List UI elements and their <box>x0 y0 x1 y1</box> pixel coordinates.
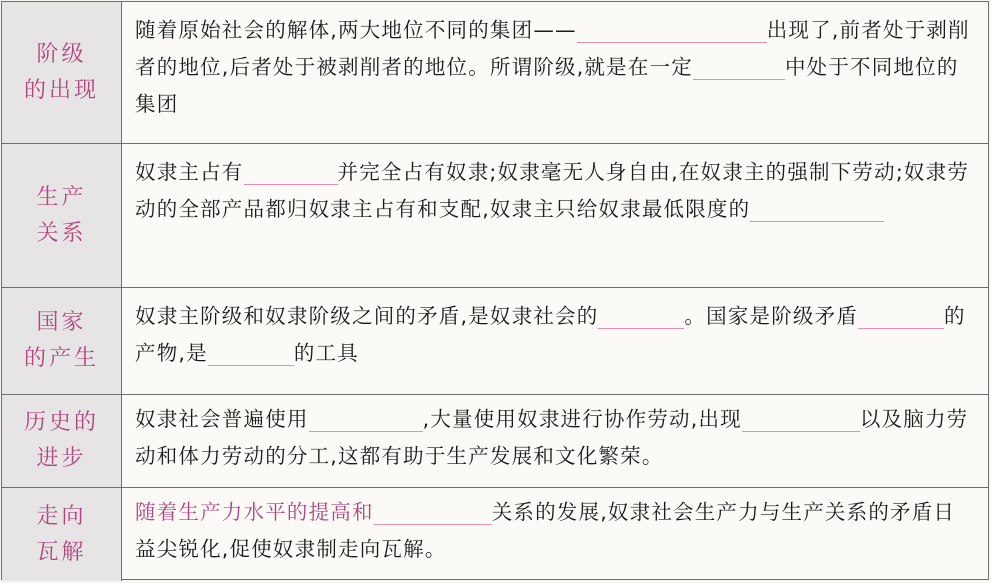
row-label <box>2 395 122 487</box>
fill-blank[interactable] <box>309 430 423 432</box>
text-segment: 出现了,前者处于剥削者的地位,后者处于被剥削者的地位。所谓阶级,就是在一定 <box>135 18 970 79</box>
row-content <box>135 298 974 372</box>
row-content <box>135 12 974 123</box>
row-label-line: 的产生 <box>23 346 99 371</box>
row-label-line: 阶级 <box>36 41 87 67</box>
text-segment: 中处于不同地位的集团 <box>135 55 959 116</box>
fill-blank[interactable] <box>693 78 785 80</box>
table-row-historical-progress <box>2 394 988 487</box>
row-label-line: 的出现 <box>23 77 99 103</box>
row-label <box>2 2 122 143</box>
text-segment-highlight: 随着生产力水平的提高和 <box>135 500 374 524</box>
fill-blank[interactable] <box>598 327 684 329</box>
fill-blank[interactable] <box>750 220 884 222</box>
text-segment: 奴隶主阶级和奴隶阶级之间的矛盾,是奴隶社会的 <box>135 304 599 328</box>
row-label <box>2 144 122 287</box>
text-segment: 。国家是阶级矛盾 <box>684 304 859 328</box>
text-segment: 关系的发展,奴隶社会生产力与生产关系的矛盾日益尖锐化,促使奴隶制走向瓦解。 <box>135 500 956 561</box>
fill-blank[interactable] <box>374 523 492 525</box>
text-segment: 的工具 <box>293 341 359 365</box>
fill-blank[interactable] <box>858 327 944 329</box>
row-content <box>135 401 974 475</box>
knowledge-table <box>1 1 989 580</box>
fill-blank[interactable] <box>208 364 294 366</box>
row-content <box>135 154 974 228</box>
text-segment: 以及脑力劳动和体力劳动的分工,这都有助于生产发展和文化繁荣。 <box>135 407 969 468</box>
row-label-line: 瓦解 <box>36 539 87 565</box>
table-row-class-emergence <box>2 2 988 143</box>
table-row-collapse <box>2 487 988 581</box>
row-label <box>2 488 122 581</box>
row-label-line: 走向 <box>36 503 87 529</box>
row-label <box>2 288 122 394</box>
fill-blank[interactable] <box>742 430 860 432</box>
row-label-line: 生产 <box>36 184 87 210</box>
row-label-line: 进步 <box>36 446 87 471</box>
row-label-line: 历史的 <box>23 410 99 435</box>
fill-blank[interactable] <box>244 183 338 185</box>
text-segment: 的产物,是 <box>135 304 966 365</box>
text-segment: 奴隶社会普遍使用 <box>135 407 309 431</box>
text-segment: 并完全占有奴隶;奴隶毫无人身自由,在奴隶主的强制下劳动;奴隶劳动的全部产品都归奴隶主占有和支配,奴隶主只给奴隶最低限度的 <box>135 160 970 221</box>
fill-blank[interactable] <box>577 41 767 43</box>
text-segment: 奴隶主占有 <box>135 160 244 184</box>
table-row-relations-of-production <box>2 143 988 287</box>
text-segment: 随着原始社会的解体,两大地位不同的集团—— <box>135 18 577 42</box>
row-label-line: 国家 <box>36 310 87 335</box>
text-segment: ,大量使用奴隶进行协作劳动,出现 <box>422 407 742 431</box>
table-row-state-origin <box>2 287 988 394</box>
row-label-line: 关系 <box>36 220 87 246</box>
row-content <box>135 494 974 568</box>
